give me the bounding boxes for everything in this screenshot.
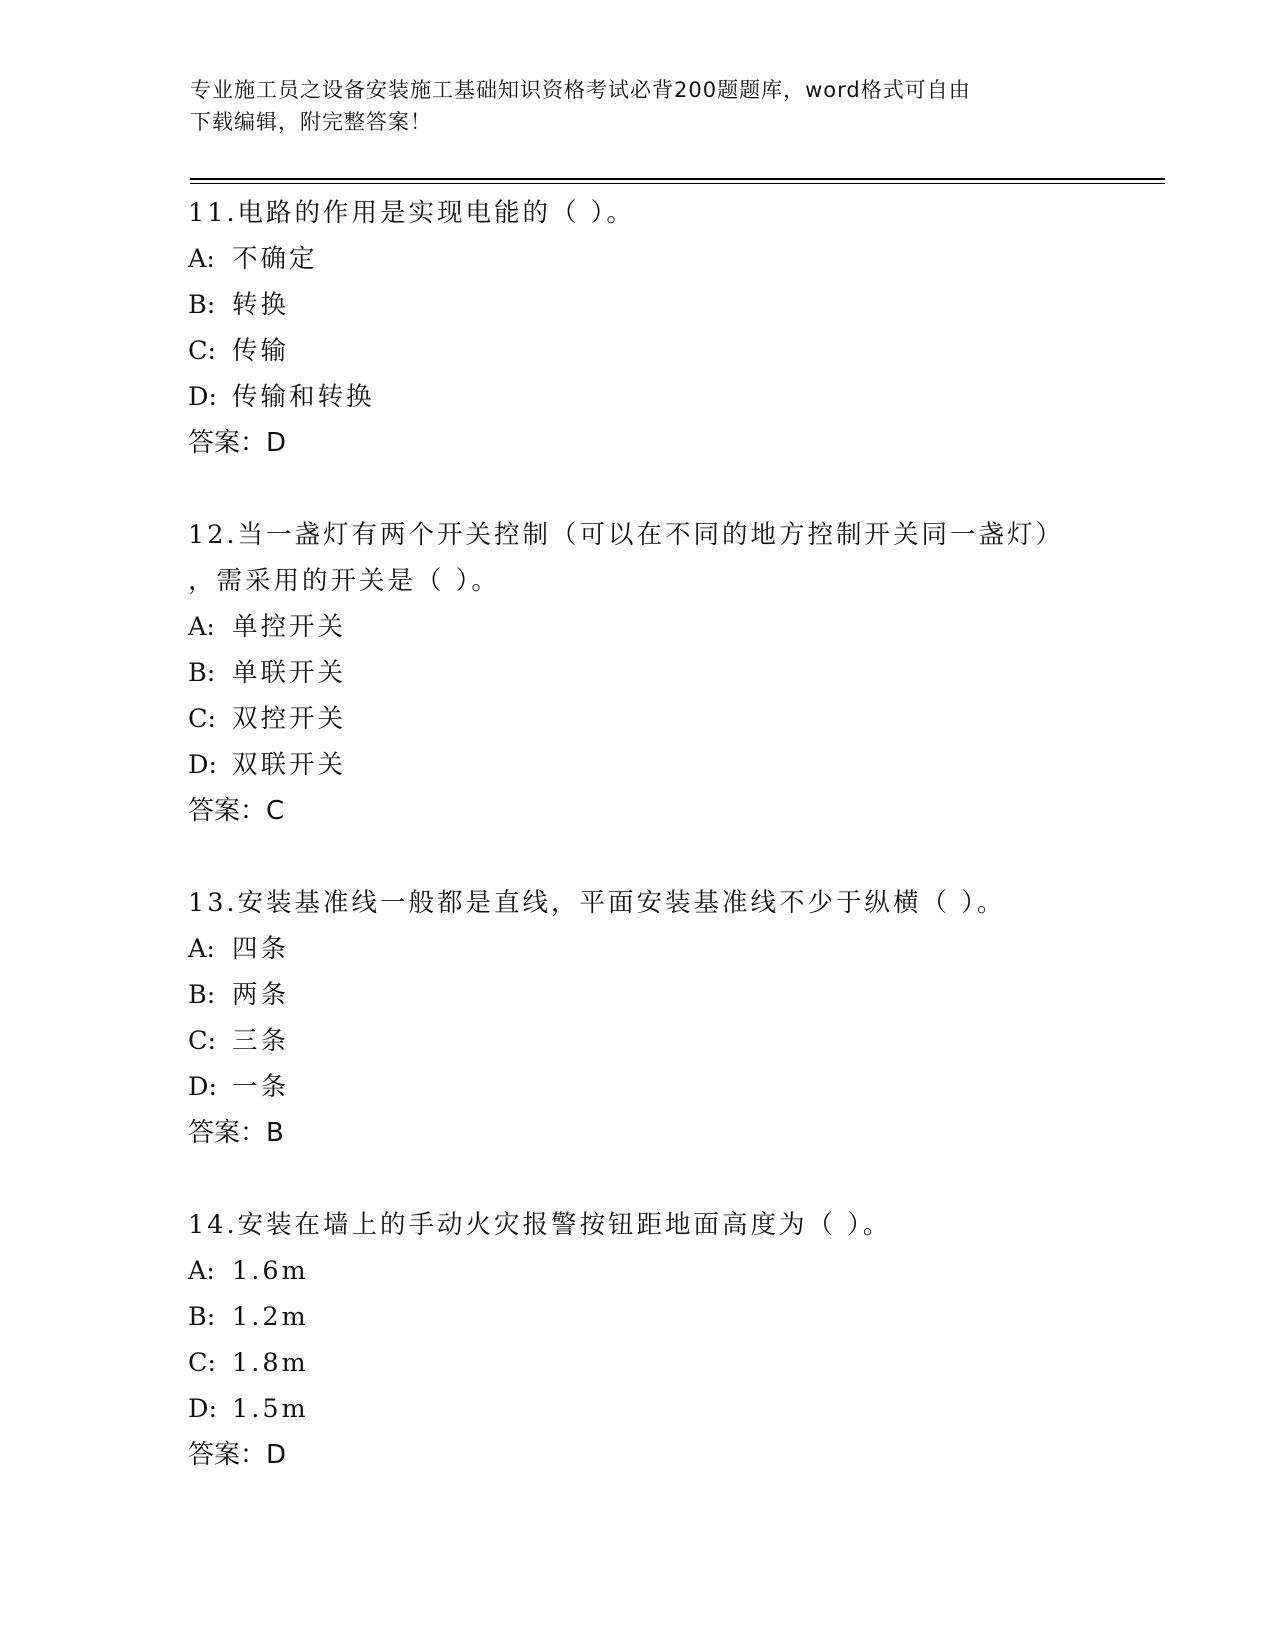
option-text: 1.6m xyxy=(232,1256,309,1286)
option-text: 单控开关 xyxy=(232,612,347,642)
option-b xyxy=(188,1294,1168,1340)
option-text: 双联开关 xyxy=(232,750,347,780)
question-stem-continued: ，需采用的开关是（ ）。 xyxy=(188,566,500,596)
option-letter: A: xyxy=(188,934,216,964)
document-header xyxy=(190,74,1090,138)
header-divider-thick xyxy=(190,178,1165,180)
option-a xyxy=(188,236,1168,282)
question-13 xyxy=(188,880,1168,1156)
option-letter: D: xyxy=(188,1072,218,1102)
option-text: 单联开关 xyxy=(232,658,347,688)
question-stem: 13.安装基准线一般都是直线，平面安装基准线不少于纵横（ ）。 xyxy=(188,888,1006,918)
option-d xyxy=(188,742,1168,788)
question-stem: 11.电路的作用是实现电能的（ ）。 xyxy=(188,198,635,228)
option-text: 1.2m xyxy=(232,1302,309,1332)
option-letter: D: xyxy=(188,382,218,412)
option-letter: A: xyxy=(188,1256,216,1286)
option-letter: D: xyxy=(188,750,218,780)
question-stem: 14.安装在墙上的手动火灾报警按钮距地面高度为（ ）。 xyxy=(188,1210,892,1240)
option-c xyxy=(188,1340,1168,1386)
option-text: 不确定 xyxy=(232,244,318,274)
question-11 xyxy=(188,190,1168,466)
header-line-1: 专业施工员之设备安装施工基础知识资格考试必背200题题库，word格式可自由 xyxy=(190,78,971,102)
option-letter: B: xyxy=(188,980,216,1010)
option-text: 三条 xyxy=(232,1026,290,1056)
option-letter: B: xyxy=(188,1302,216,1332)
option-text: 一条 xyxy=(232,1072,290,1102)
option-c xyxy=(188,328,1168,374)
option-letter: C: xyxy=(188,704,217,734)
option-a xyxy=(188,1248,1168,1294)
option-b xyxy=(188,282,1168,328)
option-letter: A: xyxy=(188,612,216,642)
answer: 答案：D xyxy=(188,428,287,458)
option-text: 转换 xyxy=(232,290,290,320)
option-letter: B: xyxy=(188,658,216,688)
answer: 答案：B xyxy=(188,1118,284,1148)
question-list xyxy=(188,190,1168,1524)
option-text: 1.8m xyxy=(232,1348,309,1378)
option-letter: A: xyxy=(188,244,216,274)
option-text: 两条 xyxy=(232,980,290,1010)
option-c xyxy=(188,696,1168,742)
option-letter: C: xyxy=(188,1026,217,1056)
header-line-2: 下载编辑，附完整答案！ xyxy=(190,110,432,134)
option-c xyxy=(188,1018,1168,1064)
option-b xyxy=(188,972,1168,1018)
header-divider-thin xyxy=(190,183,1165,184)
option-text: 四条 xyxy=(232,934,290,964)
question-14 xyxy=(188,1202,1168,1478)
option-d xyxy=(188,1386,1168,1432)
option-a xyxy=(188,604,1168,650)
question-stem: 12.当一盏灯有两个开关控制（可以在不同的地方控制开关同一盏灯） xyxy=(188,520,1065,550)
option-d xyxy=(188,1064,1168,1110)
question-12 xyxy=(188,512,1168,834)
option-text: 传输 xyxy=(232,336,290,366)
answer: 答案：D xyxy=(188,1440,287,1470)
option-a xyxy=(188,926,1168,972)
option-text: 传输和转换 xyxy=(232,382,375,412)
option-letter: B: xyxy=(188,290,216,320)
option-letter: C: xyxy=(188,1348,217,1378)
answer: 答案：C xyxy=(188,796,285,826)
option-d xyxy=(188,374,1168,420)
option-text: 双控开关 xyxy=(232,704,347,734)
option-letter: D: xyxy=(188,1394,218,1424)
option-letter: C: xyxy=(188,336,217,366)
option-text: 1.5m xyxy=(232,1394,309,1424)
option-b xyxy=(188,650,1168,696)
